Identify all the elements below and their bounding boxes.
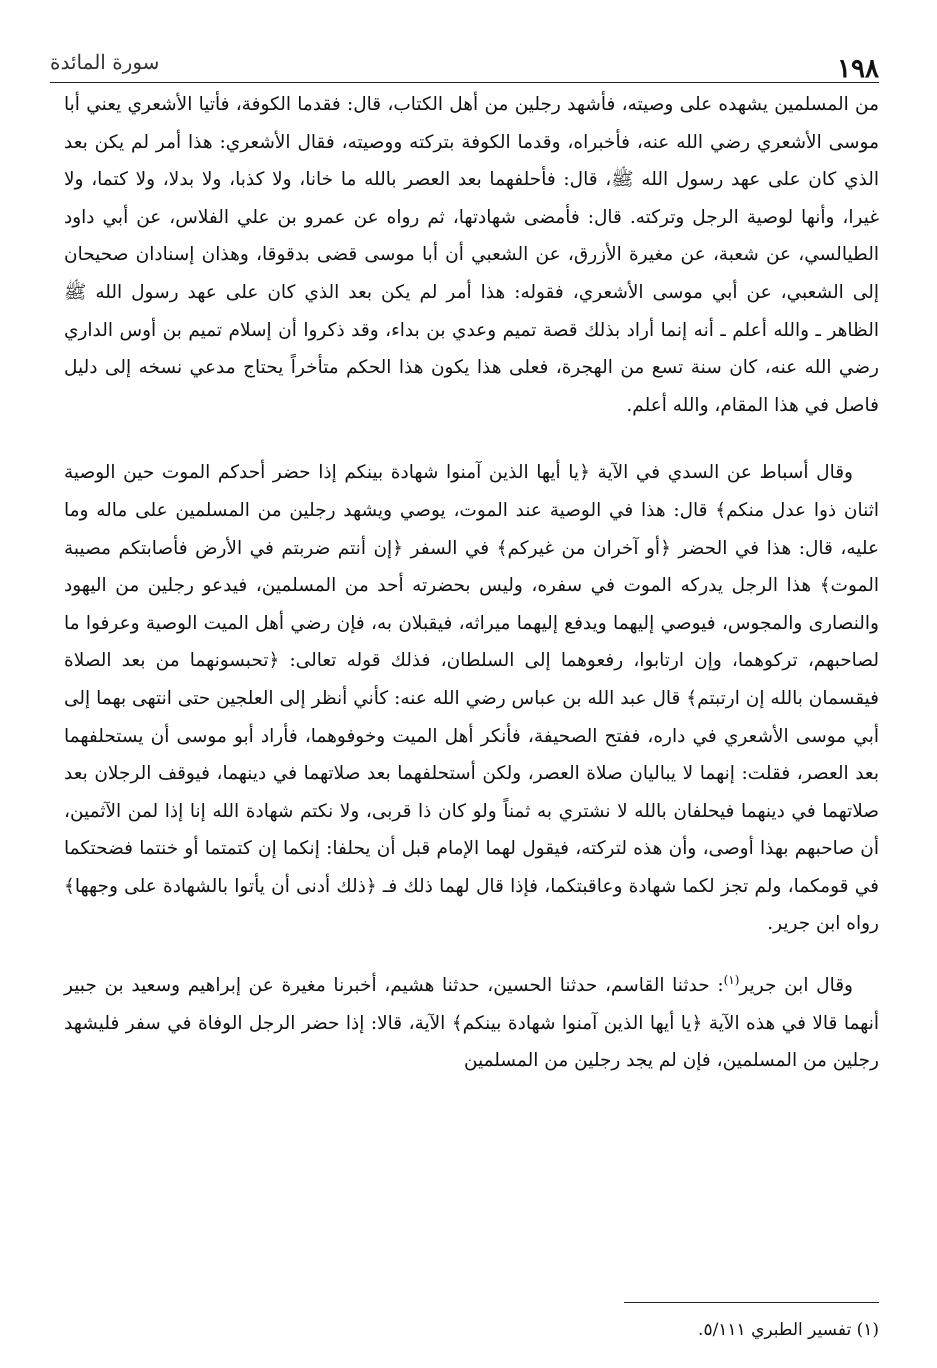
page-body <box>64 86 879 1080</box>
surah-title: سورة المائدة <box>50 50 160 74</box>
page-header <box>50 40 879 83</box>
footnote: (١) تفسير الطبري ٥/١١١. <box>698 1320 879 1340</box>
footnote-divider <box>624 1302 879 1303</box>
paragraph-3 <box>64 967 879 1080</box>
paragraph-3-rest: : حدثنا القاسم، حدثنا الحسين، حدثنا هشيم، أخبرنا مغيرة عن إبراهيم وسعيد بن جبير أنهما قالا في هذه الآية ﴿يا أيها الذين آمنوا شهادة بينكم﴾ الآية، قالا: إذا حضر الرجل الوفاة في سفر فليشهد رجلين من المسلمين، فإن لم يجد رجلين من المسلمين <box>64 975 879 1072</box>
paragraph-3-start: وقال ابن جرير <box>739 975 853 997</box>
paragraph-1: من المسلمين يشهده على وصيته، فأشهد رجلين من أهل الكتاب، قال: فقدما الكوفة، فأتيا الأشعري يعني أبا موسى الأشعري رضي الله عنه، فأخبراه، وقدما الكوفة بتركته ووصيته، فقال الأشعري: هذا أمر لم يكن بعد الذي كان على عهد رسول الله ﷺ، قال: فأحلفهما بعد العصر بالله ما خانا، ولا كذبا، ولا بدلا، ولا كتما، ولا غيرا، وأنها لوصية الرجل وتركته. قال: فأمضى شهادتها، ثم رواه عن عمرو بن علي الفلاس، عن أبي داود الطيالسي، عن شعبة، عن مغيرة الأزرق، عن الشعبي أن أبا موسى قضى بدقوقا، وهذان إسنادان صحيحان إلى الشعبي، عن أبي موسى الأشعري، فقوله: هذا أمر لم يكن بعد الذي كان على عهد رسول الله ﷺ الظاهر ـ والله أعلم ـ أنه إنما أراد بذلك قصة تميم وعدي بن بداء، وقد ذكروا أن إسلام تميم بن أوس الداري رضي الله عنه، كان سنة تسع من الهجرة، فعلى هذا يكون هذا الحكم متأخراً يحتاج مدعي نسخه إلى دليل فاصل في هذا المقام، والله أعلم. <box>64 94 879 416</box>
footnote-reference[interactable]: (١) <box>723 972 740 987</box>
paragraph-2: وقال أسباط عن السدي في الآية ﴿يا أيها الذين آمنوا شهادة بينكم إذا حضر أحدكم الموت حين الوصية اثنان ذوا عدل منكم﴾ قال: هذا في الوصية عند الموت، يوصي ويشهد رجلين من المسلمين على ماله وما عليه، قال: هذا في الحضر ﴿أو آخران من غيركم﴾ في السفر ﴿إن أنتم ضربتم في الأرض فأصابتكم مصيبة الموت﴾ هذا الرجل يدركه الموت في سفره، وليس بحضرته أحد من المسلمين، فيدعو رجلين من اليهود والنصارى والمجوس، فيوصي إليهما ويدفع إليهما ميراثه، فيقبلان به، فإن رضي أهل الميت الوصية وعرفوا ما لصاحبهم، تركوهما، وإن ارتابوا، رفعوهما إلى السلطان، فذلك قوله تعالى: ﴿تحبسونهما من بعد الصلاة فيقسمان بالله إن ارتبتم﴾ قال عبد الله بن عباس رضي الله عنه: كأني أنظر إلى العلجين حتى انتهى بهما إلى أبي موسى الأشعري في داره، ففتح الصحيفة، فأنكر أهل الميت وخوفوهما، فأراد أبو موسى أن يستحلفهما بعد العصر، فقلت: إنهما لا يباليان صلاة العصر، ولكن أستحلفهما بعد صلاتهما في دينهما، فيوقف الرجلان بعد صلاتهما في دينهما فيحلفان بالله لا نشتري به ثمناً ولو كان ذا قربى، ولا نكتم شهادة الله إنا إذا لمن الآثمين، أن صاحبهم بهذا أوصى، وأن هذه لتركته، فيقول لهما الإمام قبل أن يحلفا: إنكما إن كتمتما أو خنتما فضحتكما في قومكما، ولم تجز لكما شهادة وعاقبتكما، فإذا قال لهما ذلك فـ ﴿ذلك أدنى أن يأتوا بالشهادة على وجهها﴾ رواه ابن جرير. <box>64 462 879 935</box>
page-number: ١٩٨ <box>837 54 879 84</box>
